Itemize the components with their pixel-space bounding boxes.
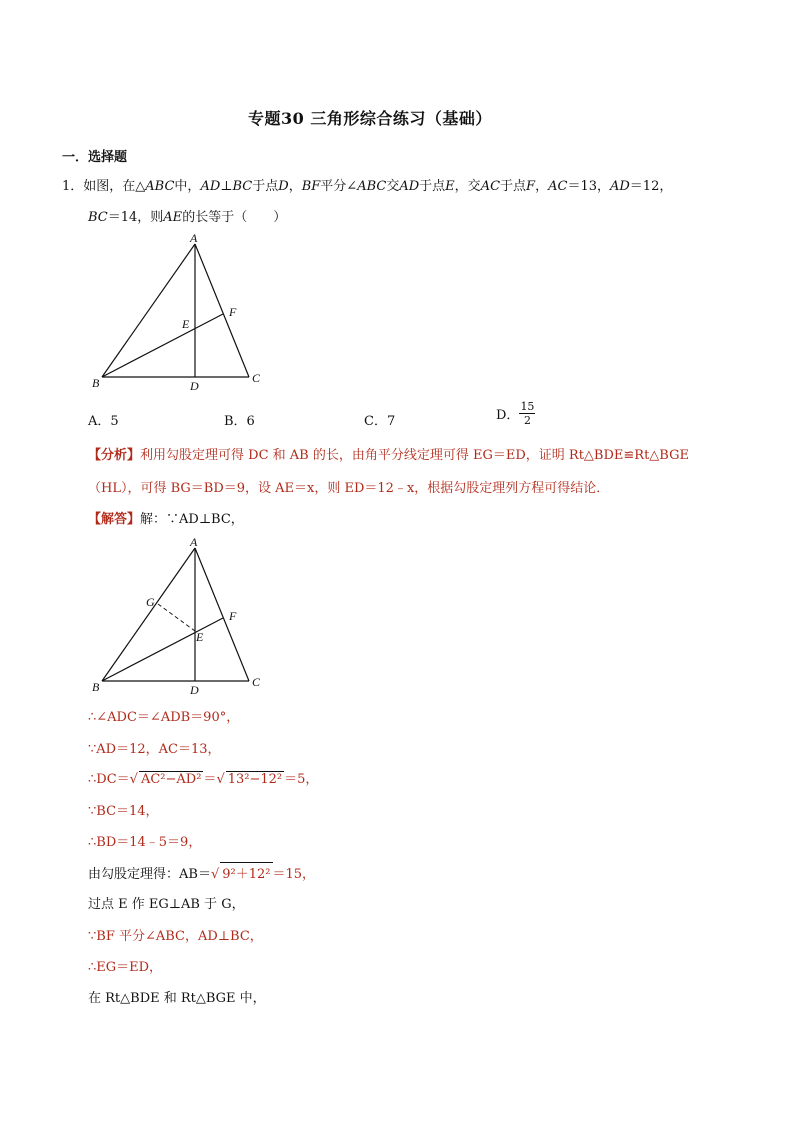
analysis-line-2: （HL），可得 BG＝BD＝9，设 AE＝x，则 ED＝12﹣x，根据勾股定理列方程可得结论． [88, 481, 610, 496]
option-a: A．5 [88, 414, 119, 429]
segment-ac-2 [195, 548, 249, 681]
figure-triangle-1 [86, 232, 276, 392]
question-line-1: 1．如图，在△ABC中，AD⊥BC于点D，BF平分∠ABC交AD于点E，交AC于点F，AC＝13，AD＝12， [62, 179, 673, 194]
step-5: ∴BD＝14﹣5＝9， [88, 835, 202, 850]
label-b-2: B [92, 680, 100, 694]
label-d: D [190, 379, 199, 392]
question-number: 1． [62, 179, 84, 194]
label-c: C [252, 371, 261, 385]
answer-tag: 【解答】 [88, 512, 141, 527]
step-10: 在 Rt△BDE 和 Rt△BGE 中， [88, 991, 266, 1006]
answer-intro: 【解答】解：∵AD⊥BC， [88, 512, 244, 527]
step-2: ∵AD＝12，AC＝13， [88, 742, 221, 757]
step-9: ∴EG＝ED， [88, 960, 163, 975]
page-title: 专题30 三角形综合练习（基础） [248, 109, 492, 128]
analysis-tag: 【分析】 [88, 448, 141, 463]
figure-triangle-2 [86, 536, 276, 696]
label-f-2: F [229, 609, 237, 623]
segment-ac [195, 244, 249, 377]
label-d-2: D [190, 683, 199, 696]
step-3: ∴DC＝√ AC²−AD² ＝√ 13²−12² ＝5， [88, 772, 319, 787]
step-7: 过点 E 作 EG⊥AB 于 G， [88, 897, 245, 912]
label-a: A [190, 232, 198, 245]
question-line-2: BC＝14，则AE的长等于（ ） [88, 210, 287, 225]
segment-ab-2 [102, 548, 195, 681]
segment-eg-dashed [158, 604, 195, 631]
step-6: 由勾股定理得：AB＝√ 9²＋12² ＝15， [88, 862, 315, 882]
label-b: B [92, 376, 100, 390]
label-c-2: C [252, 675, 261, 689]
label-e: E [182, 317, 190, 331]
step-4: ∵BC＝14， [88, 804, 159, 819]
option-b: B．6 [224, 414, 255, 429]
segment-bf-2 [102, 618, 223, 681]
segment-bf [102, 314, 223, 377]
step-8: ∵BF 平分∠ABC，AD⊥BC， [88, 929, 263, 944]
option-d: D． $\frac{15}{2}$ [496, 400, 535, 427]
label-e-2: E [196, 630, 204, 644]
label-f: F [229, 305, 237, 319]
segment-ab [102, 244, 195, 377]
label-a-2: A [190, 536, 198, 549]
label-g-2: G [146, 595, 155, 609]
section-heading: 一．选择题 [62, 150, 128, 165]
fraction-15-2: $\frac{15}{2}$ [520, 400, 535, 427]
analysis-line-1: 【分析】利用勾股定理可得 DC 和 AB 的长，由角平分线定理可得 EG＝ED，证明 Rt△BDE≌Rt△BGE [88, 448, 689, 463]
step-1: ∴∠ADC＝∠ADB＝90°， [88, 710, 240, 725]
option-c: C．7 [364, 414, 396, 429]
